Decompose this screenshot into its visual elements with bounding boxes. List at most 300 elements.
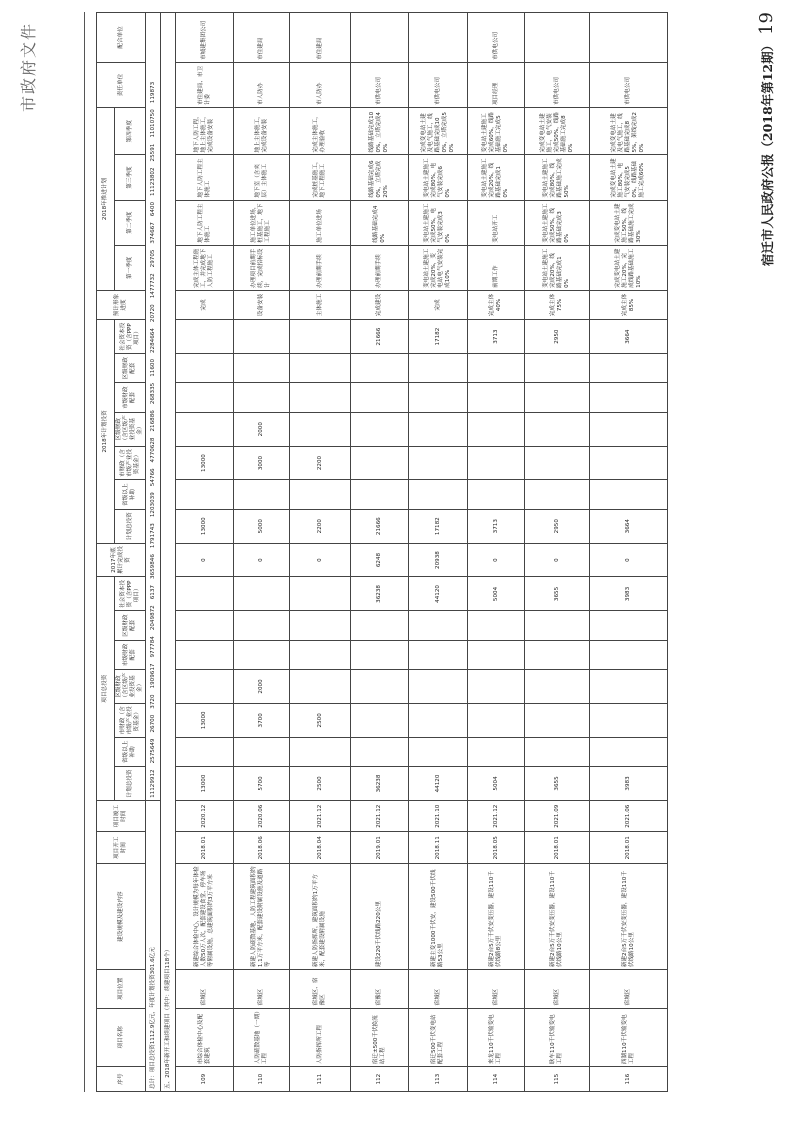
cell-city-fin (468, 703, 525, 737)
cell-dist-match (409, 611, 468, 640)
cell-city-match (590, 640, 668, 669)
col-start: 项目开工时间 (97, 832, 146, 864)
cell-location: 宿豫区 (351, 970, 409, 1008)
category-row (161, 13, 176, 1092)
cell-content: 新建2台5万千伏安变压器，建设110千伏线路10公里 (525, 864, 590, 970)
cell-progress: 主体施工 (290, 290, 351, 319)
cell-no: 113 (409, 1067, 468, 1092)
cell-plan-dist (351, 412, 409, 446)
totals-value: 29705 (149, 249, 156, 268)
cell-done-2017: 0 (590, 543, 668, 577)
cell-plan-total: 21666 (351, 509, 409, 543)
cell-done-2017: 6248 (351, 543, 409, 577)
cell-no: 110 (234, 1067, 290, 1092)
cell-q4: 完成变电站土建施工，电气安装完成50%，线路基础施工完成80% (525, 108, 590, 155)
cell-plan-city: 13000 (176, 446, 234, 480)
cell-plan-dist (525, 412, 590, 446)
cell-plan-dist-match (409, 354, 468, 383)
cell-content: 建设220千伏线路220公里 (351, 864, 409, 970)
cell-dist-match (525, 611, 590, 640)
cell-social: 5004 (468, 577, 525, 611)
cell-no: 112 (351, 1067, 409, 1092)
cell-city-fin (525, 703, 590, 737)
cell-resp: 市供电公司 (409, 62, 468, 107)
cell-plan-total: 3713 (468, 509, 525, 543)
totals-value: 20720 (149, 304, 156, 323)
cell-no: 109 (176, 1067, 234, 1092)
cell-name: 人防疏散基地（一期）工程 (234, 1008, 290, 1067)
cell-name: 市综合体检中心及配套建筑 (176, 1008, 234, 1067)
cell-total: 44120 (409, 767, 468, 801)
totals-value: 6400 (149, 201, 156, 217)
cell-coop: 市住建局 (290, 13, 351, 63)
cell-prov (290, 737, 351, 766)
cell-start: 2018.06 (234, 832, 290, 864)
cell-name: 来龙110千伏输变电工程 (468, 1008, 525, 1067)
cell-plan-dist-match (176, 354, 234, 383)
cell-q2: 变电站土建施工完成50%，线路基础完成30% (525, 200, 590, 245)
cell-city-match (525, 640, 590, 669)
cell-start: 2019.01 (351, 832, 409, 864)
cell-q4: 线路基础完成100%，立塔完成40% (351, 108, 409, 155)
cell-content: 新建综合体检中心，设计规模为每年体检人数50万人次，配套建设食堂、停车场等附属设施，总建筑面积约3万平方米 (176, 864, 234, 970)
table-row (468, 13, 525, 1092)
cell-social (290, 577, 351, 611)
cell-q4: 完成主体施工，办理验收 (290, 108, 351, 155)
cell-q1: 完成主体工程施工，并完成地下人防工程施工 (176, 245, 234, 290)
header-rule (84, 12, 85, 1092)
cell-dist-match (351, 611, 409, 640)
cell-total: 5004 (468, 767, 525, 801)
cell-done-2017: 20938 (409, 543, 468, 577)
cell-plan-city-match (590, 383, 668, 412)
cell-prov (351, 737, 409, 766)
cell-resp: 项目经理 (468, 62, 525, 107)
cell-q2: 变电站土建施工完成50%，电气安装完成30% (409, 200, 468, 245)
totals-value: 11129912 (149, 769, 156, 798)
cell-plan-city-match (525, 383, 590, 412)
cell-q3: 变电站土建施工完成80%，电气安装完成60% (409, 155, 468, 200)
group-header-row (97, 13, 115, 1092)
cell-q1: 办理前期手续 (290, 245, 351, 290)
cell-progress: 完成 (176, 290, 234, 319)
cell-progress: 完成主体75% (525, 290, 590, 319)
cell-coop (409, 13, 468, 63)
totals-value: 6137 (149, 585, 156, 600)
cell-start: 2018.01 (176, 832, 234, 864)
cell-q2: 地下人防工程主体施工 (176, 200, 234, 245)
cell-plan-total: 13000 (176, 509, 234, 543)
cell-done-2017: 0 (468, 543, 525, 577)
col-q4: 第四季度 (115, 108, 146, 155)
col-plan-total: 计划总投资 (115, 509, 146, 543)
cell-q2: 施工单位进场，桩基施工，地下工程施工 (234, 200, 290, 245)
cell-resp: 市人防办 (234, 62, 290, 107)
col-no: 序号 (97, 1067, 146, 1092)
cell-progress: 完成主体85% (590, 290, 668, 319)
cell-plan-city (590, 446, 668, 480)
cell-plan-dist (468, 412, 525, 446)
cell-end: 2021.12 (468, 800, 525, 832)
cell-done-2017: 0 (290, 543, 351, 577)
cell-plan-social: 2950 (525, 320, 590, 354)
totals-value: 26700 (149, 714, 156, 733)
col-q3: 第三季度 (115, 155, 146, 200)
page-footer (756, 12, 777, 382)
cell-plan-city-match (409, 383, 468, 412)
investment-plan-table (96, 12, 668, 1092)
cell-end: 2020.06 (234, 800, 290, 832)
table-row (409, 13, 468, 1092)
cell-resp: 市供电公司 (525, 62, 590, 107)
cell-city-match (468, 640, 525, 669)
cell-total: 5700 (234, 767, 290, 801)
cell-total: 3655 (525, 767, 590, 801)
totals-value: 2049872 (149, 605, 156, 631)
cell-city-fin: 3700 (234, 703, 290, 737)
totals-value: 11010750 (149, 109, 156, 138)
cell-city-fin (590, 703, 668, 737)
cell-plan-prov (590, 480, 668, 509)
col-q2: 第二季度 (115, 200, 146, 245)
cell-plan-city (409, 446, 468, 480)
cell-progress: 完成建设 (351, 290, 409, 319)
cell-city-fin (409, 703, 468, 737)
cell-plan-prov (176, 480, 234, 509)
col-plan-social: 社会资本投资（含PPP项目） (115, 320, 146, 354)
cell-social: 36238 (351, 577, 409, 611)
cell-location: 宿城区 (176, 970, 234, 1008)
cell-total: 2500 (290, 767, 351, 801)
cell-done-2017: 0 (234, 543, 290, 577)
cell-plan-total: 2950 (525, 509, 590, 543)
cell-plan-total: 3664 (590, 509, 668, 543)
cell-plan-dist-match (468, 354, 525, 383)
cell-no: 116 (590, 1067, 668, 1092)
cell-city-match (409, 640, 468, 669)
col-q1: 第一季度 (115, 245, 146, 290)
col-progress: 预计形象进度 (97, 290, 146, 319)
totals-value: 216886 (149, 410, 156, 432)
running-title: 市政府文件 (19, 21, 38, 112)
cell-city-fin: 2500 (290, 703, 351, 737)
cell-plan-city-match (290, 383, 351, 412)
category-label: 五、2018年新开工和续建项目（其中：续建项目118个） (161, 13, 176, 1092)
cell-plan-social: 21666 (351, 320, 409, 354)
cell-total: 3983 (590, 767, 668, 801)
cell-prov (525, 737, 590, 766)
col-name: 项目名称 (97, 1008, 146, 1067)
cell-coop: 市供电公司 (468, 13, 525, 63)
totals-row (146, 13, 161, 1092)
cell-plan-dist: 2000 (234, 412, 290, 446)
cell-content: 新建主变1000千伏安，建设500千伏线路53公里 (409, 864, 468, 970)
totals-value: 54766 (149, 468, 156, 487)
cell-q3: 变电站土建施工完成20%，线路基础完成10% (468, 155, 525, 200)
group-quarterly: 2018年推进计划 (97, 108, 115, 291)
col-plan-city: 市财政（含市级产业投资基金） (115, 446, 146, 480)
page-number: 19 (756, 12, 777, 35)
totals-value: 3659846 (149, 554, 156, 579)
cell-plan-social (176, 320, 234, 354)
cell-q4: 完成变电站土建及电气施工，线路基础完成85%，架线完成20% (590, 108, 668, 155)
cell-coop (590, 13, 668, 63)
group-total-invest: 项目总投资 (97, 577, 115, 800)
cell-resp: 市住建局、市卫计委 (176, 62, 234, 107)
cell-plan-social: 3664 (590, 320, 668, 354)
cell-dist-match (590, 611, 668, 640)
cell-prov (409, 737, 468, 766)
cell-start: 2018.01 (525, 832, 590, 864)
cell-plan-social (234, 320, 290, 354)
totals-value: 2575649 (149, 738, 156, 764)
cell-end: 2020.12 (176, 800, 234, 832)
cell-q1: 办理前期手续 (351, 245, 409, 290)
cell-progress: 完成 (409, 290, 468, 319)
cell-dist-match (234, 611, 290, 640)
cell-plan-prov (525, 480, 590, 509)
cell-q4: 完成变电站土建及电气施工，线路基础完成100%，立塔完成50% (409, 108, 468, 155)
cell-social (176, 577, 234, 611)
cell-start: 2018.05 (468, 832, 525, 864)
cell-q4: 变电站土建施工完成60%，线路基础施工完成50% (468, 108, 525, 155)
cell-plan-city-match (234, 383, 290, 412)
totals-value: 4770628 (149, 437, 156, 463)
totals-value: 977784 (149, 636, 156, 658)
cell-dist-fin (176, 670, 234, 704)
cell-plan-dist-match (525, 354, 590, 383)
cell-no: 111 (290, 1067, 351, 1092)
cell-plan-prov (409, 480, 468, 509)
cell-q3: 完成桩基施工，地下工程施工 (290, 155, 351, 200)
cell-name: 宿迁500千伏变电站配套工程 (409, 1008, 468, 1067)
cell-q2: 线路基础完成40% (351, 200, 409, 245)
col-total: 计划总投资 (115, 767, 146, 801)
table-row (590, 13, 668, 1092)
col-plan-city-match: 市级财政配套 (115, 383, 146, 412)
cell-plan-total: 5000 (234, 509, 290, 543)
col-dist-match: 区级财政配套 (115, 611, 146, 640)
col-dist-fin: 区级财政（含区级产业投资基金） (115, 670, 146, 704)
totals-value: 11123802 (149, 167, 156, 196)
cell-start: 2018.01 (590, 832, 668, 864)
cell-plan-dist (290, 412, 351, 446)
cell-plan-city-match (351, 383, 409, 412)
cell-progress: 设备安装 (234, 290, 290, 319)
cell-no: 114 (468, 1067, 525, 1092)
cell-name: 耿车110千伏输变电工程 (525, 1008, 590, 1067)
col-city-fin: 市财政（含市级产业投资基金） (115, 703, 146, 737)
cell-plan-dist-match (234, 354, 290, 383)
cell-plan-prov (234, 480, 290, 509)
cell-total: 36238 (351, 767, 409, 801)
col-content: 建设规模及建设内容 (97, 864, 146, 970)
cell-q2: 完成变电站土建施工50%，线路基础施工完成30% (590, 200, 668, 245)
col-end: 项目竣工时间 (97, 800, 146, 832)
cell-location: 宿城区 (525, 970, 590, 1008)
cell-coop: 市城建集团公司 (176, 13, 234, 63)
cell-dist-fin (290, 670, 351, 704)
totals-value: 1909617 (149, 663, 156, 689)
table-row (351, 13, 409, 1092)
cell-end: 2021.12 (290, 800, 351, 832)
totals-value: 119873 (149, 81, 156, 104)
table-row (290, 13, 351, 1092)
cell-no: 115 (525, 1067, 590, 1092)
cell-plan-total: 2200 (290, 509, 351, 543)
cell-content: 新建2台5万千伏安变压器，建设110千伏线路10公里 (590, 864, 668, 970)
cell-content: 新建人防疏散基地，人防工程建筑面积约1.1万平方米，配套建设附属设施及道路等 (234, 864, 290, 970)
cell-plan-dist-match (590, 354, 668, 383)
cell-prov (590, 737, 668, 766)
cell-plan-city (525, 446, 590, 480)
totals-value: 11600 (149, 359, 156, 377)
cell-plan-total: 17182 (409, 509, 468, 543)
col-coop: 配合单位 (97, 13, 146, 63)
cell-plan-city-match (468, 383, 525, 412)
cell-plan-social (290, 320, 351, 354)
cell-dist-fin (351, 670, 409, 704)
cell-resp: 市供电公司 (351, 62, 409, 107)
cell-prov (468, 737, 525, 766)
col-plan-prov: 省级以上补助 (115, 480, 146, 509)
cell-q2: 变电站开工 (468, 200, 525, 245)
cell-end: 2021.10 (409, 800, 468, 832)
cell-q3: 完成变电站土建施工80%，电气安装完成50%，线路基础施工完成60% (590, 155, 668, 200)
totals-values (146, 13, 161, 801)
cell-resp: 市人防办 (290, 62, 351, 107)
cell-plan-dist-match (351, 354, 409, 383)
table-row (234, 13, 290, 1092)
cell-plan-city: 3000 (234, 446, 290, 480)
cell-city-match (176, 640, 234, 669)
col-plan-dist-match: 区级财政配套 (115, 354, 146, 383)
cell-dist-match (176, 611, 234, 640)
cell-prov (234, 737, 290, 766)
cell-q3: 地下室（含夹层）主体施工 (234, 155, 290, 200)
cell-content: 新建人防指挥所，建筑面积约1万平方米，配套建设附属设施 (290, 864, 351, 970)
cell-plan-dist (176, 412, 234, 446)
cell-dist-match (468, 611, 525, 640)
cell-location: 宿城区 (590, 970, 668, 1008)
col-social: 社会资本投资（含PPP项目） (115, 577, 146, 611)
totals-value: 2284664 (149, 328, 156, 353)
cell-plan-social: 17182 (409, 320, 468, 354)
table-row (176, 13, 234, 1092)
cell-q1: 前期工作 (468, 245, 525, 290)
cell-q3: 地下人防工程主体施工 (176, 155, 234, 200)
cell-city-match (351, 640, 409, 669)
cell-social: 44120 (409, 577, 468, 611)
cell-q4: 地下人防工程，地上主体施工，完成设备安装 (176, 108, 234, 155)
cell-location: 宿城区 (234, 970, 290, 1008)
cell-dist-fin (590, 670, 668, 704)
totals-value: 268335 (149, 382, 156, 405)
cell-coop (525, 13, 590, 63)
cell-dist-match (290, 611, 351, 640)
col-resp: 责任单位 (97, 62, 146, 107)
cell-q1: 办理项目前期手续，完成招标设计 (234, 245, 290, 290)
cell-q1: 完成变电站土建施工20%，完成线路基础施工10% (590, 245, 668, 290)
cell-done-2017: 0 (176, 543, 234, 577)
cell-social: 3655 (525, 577, 590, 611)
cell-end: 2021.12 (351, 800, 409, 832)
cell-q1: 变电站土建施工完成20%，线路基础完成10% (525, 245, 590, 290)
cell-name: 人防指挥所工程 (290, 1008, 351, 1067)
cell-plan-dist-match (290, 354, 351, 383)
cell-plan-social: 3713 (468, 320, 525, 354)
cell-city-match (234, 640, 290, 669)
cell-plan-dist (409, 412, 468, 446)
cell-plan-city (468, 446, 525, 480)
cell-q2: 施工单位进场 (290, 200, 351, 245)
cell-q3: 变电站土建施工完成80%，线路基础施工完成50% (525, 155, 590, 200)
cell-prov (176, 737, 234, 766)
cell-city-fin: 13000 (176, 703, 234, 737)
cell-name: 宿迁±500千伏换流站工程 (351, 1008, 409, 1067)
cell-q4: 地上主体施工，完成设备安装 (234, 108, 290, 155)
journal-title: 宿迁市人民政府公报（2018年第12期） (760, 38, 775, 267)
totals-value: 1203039 (149, 492, 156, 518)
col-plan-dist: 区级财政（含区级产业投资基金） (115, 412, 146, 446)
cell-coop: 市住建局 (234, 13, 290, 63)
col-done-2017: 2017年底累计完成投资 (97, 543, 146, 577)
cell-dist-fin (525, 670, 590, 704)
cell-q1: 变电站土建施工完成20%，变电站电气安装完成10% (409, 245, 468, 290)
cell-city-match (290, 640, 351, 669)
totals-value: 25591 (149, 143, 156, 162)
cell-plan-city (351, 446, 409, 480)
cell-dist-fin (409, 670, 468, 704)
group-plan-2018: 2018年计划投资 (97, 320, 115, 543)
cell-start: 2018.04 (290, 832, 351, 864)
cell-q3: 线路基础完成60%，立塔完成20% (351, 155, 409, 200)
cell-dist-fin: 2000 (234, 670, 290, 704)
cell-end: 2021.06 (590, 800, 668, 832)
cell-location: 宿城区 (409, 970, 468, 1008)
cell-social: 3983 (590, 577, 668, 611)
col-city-match: 市级财政配套 (115, 640, 146, 669)
totals-value: 1477732 (149, 273, 156, 299)
cell-start: 2018.11 (409, 832, 468, 864)
table-row (525, 13, 590, 1092)
cell-plan-dist (590, 412, 668, 446)
cell-total: 13000 (176, 767, 234, 801)
cell-name: 西湖110千伏输变电工程 (590, 1008, 668, 1067)
cell-resp: 市供电公司 (590, 62, 668, 107)
totals-value: 1791743 (149, 523, 156, 549)
cell-coop (351, 13, 409, 63)
cell-done-2017: 0 (525, 543, 590, 577)
cell-plan-prov (468, 480, 525, 509)
cell-end: 2021.09 (525, 800, 590, 832)
totals-value: 374667 (149, 222, 156, 244)
cell-social (234, 577, 290, 611)
cell-plan-prov (351, 480, 409, 509)
col-location: 项目位置 (97, 970, 146, 1008)
cell-dist-fin (468, 670, 525, 704)
cell-progress: 完成主体40% (468, 290, 525, 319)
cell-plan-city: 2200 (290, 446, 351, 480)
cell-city-fin (351, 703, 409, 737)
cell-location: 宿城区 (468, 970, 525, 1008)
cell-plan-city-match (176, 383, 234, 412)
cell-plan-prov (290, 480, 351, 509)
totals-value: 3720 (149, 694, 156, 709)
cell-location: 宿城区、宿豫区 (290, 970, 351, 1008)
totals-label: 总计：项目总投资1112.9亿元，年度计划投资301.6亿元 (146, 800, 161, 1091)
col-prov: 省级以上补助 (115, 737, 146, 766)
